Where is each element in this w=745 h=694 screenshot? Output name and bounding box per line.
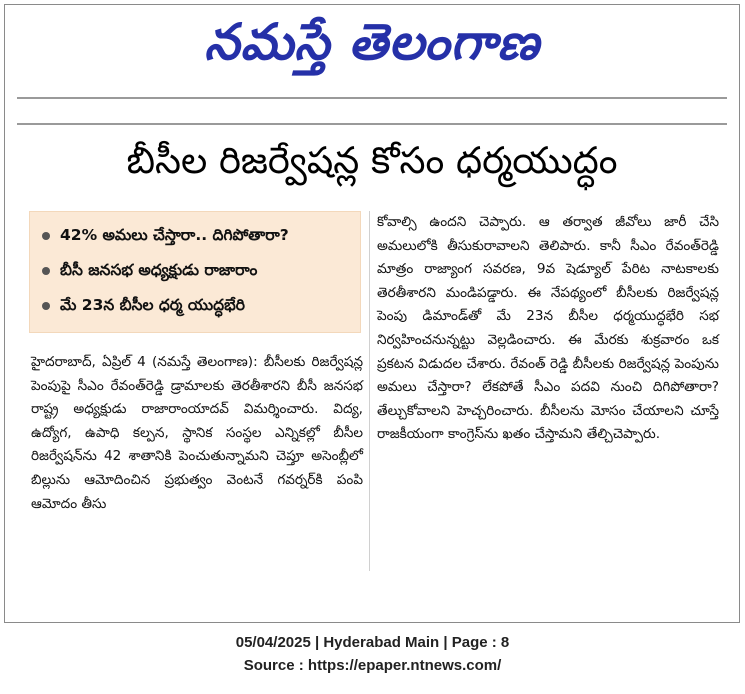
highlight-text: మే 23న బీసీల ధర్మ యుద్ధభేరి [60,296,245,314]
highlight-text: బీసీ జనసభ అధ్యక్షుడు రాజారాం [60,261,258,279]
bullet-icon [42,267,50,275]
masthead-logo: నమస్తే తెలంగాణ [204,13,540,71]
article-body-right-column: కోవాల్సి ఉందని చెప్పారు. ఆ తర్వాత జీవోలు జారీ చేసి అమలులోకి తీసుకురావాలని తెలిపారు. కానీ సీఎం రేవంత్‌రెడ్డి మాత్రం రాజ్యాంగ సవరణ, 9వ షెడ్యూల్ పేరిట నాటకాలకు తెరతీశారని మండిపడ్డారు. ఈ నేపథ్యంలో బీసీలకు రిజర్వేషన్ల పెంపు డిమాండ్‌తో మే 23న బీసీల ధర్మయుద్ధభేరి సభ నిర్వహించనున్నట్టు వెల్లడించారు. ఈ మేరకు శుక్రవారం ఒక ప్రకటన విడుదల చేశారు. రేవంత్ రెడ్డి బీసీలకు రిజర్వేషన్ల పెంపును అమలు చేస్తారా? లేకపోతే సీఎం పదవి నుంచి దిగిపోతారా? తేల్చుకోవాలని హెచ్చరించారు. బీసీలను మోసం చేయాలని చూస్తే రాజకీయంగా కాంగ్రెస్‌ను ఖతం చేస్తామని తేల్చిచెప్పారు. [377,214,719,443]
masthead-divider [17,97,727,99]
highlight-item [38,218,352,253]
article-headline: బీసీల రిజర్వేషన్ల కోసం ధర్మయుద్ధం [126,139,618,182]
column-divider [369,211,370,571]
article-body-left-column: హైదరాబాద్, ఏప్రిల్ 4 (నమస్తే తెలంగాణ): బీసీలకు రిజర్వేషన్ల పెంపుపై సీఎం రేవంత్‌రెడ్డి డ్రామాలకు తెరతీశారని బీసీ జనసభ రాష్ట్ర అధ్యక్షుడు రాజారాంయాదవ్ విమర్శించారు. విద్య, ఉద్యోగ, ఉపాధి కల్పన, స్థానిక సంస్థల ఎన్నికల్లో బీసీల రిజర్వేషన్‌ను 42 శాతానికి పెంచుతున్నామని చెప్తూ అసెంబ్లీలో బిల్లును ఆమోదించిన ప్రభుత్వం వెంటనే గవర్నర్‌కి పంపి ఆమోదం తీసు [31,354,363,512]
headline-top-divider [17,123,727,125]
source-link[interactable]: Source : https://epaper.ntnews.com/ [243,657,502,674]
highlight-text: 42% అమలు చేస్తారా.. దిగిపోతారా? [60,226,289,244]
newspaper-clipping [4,4,740,623]
bullet-icon [42,302,50,310]
highlight-item [38,253,352,288]
highlights-box [29,211,361,333]
highlight-item [38,288,352,323]
edition-info: 05/04/2025 | Hyderabad Main | Page : 8 [235,634,510,651]
bullet-icon [42,232,50,240]
